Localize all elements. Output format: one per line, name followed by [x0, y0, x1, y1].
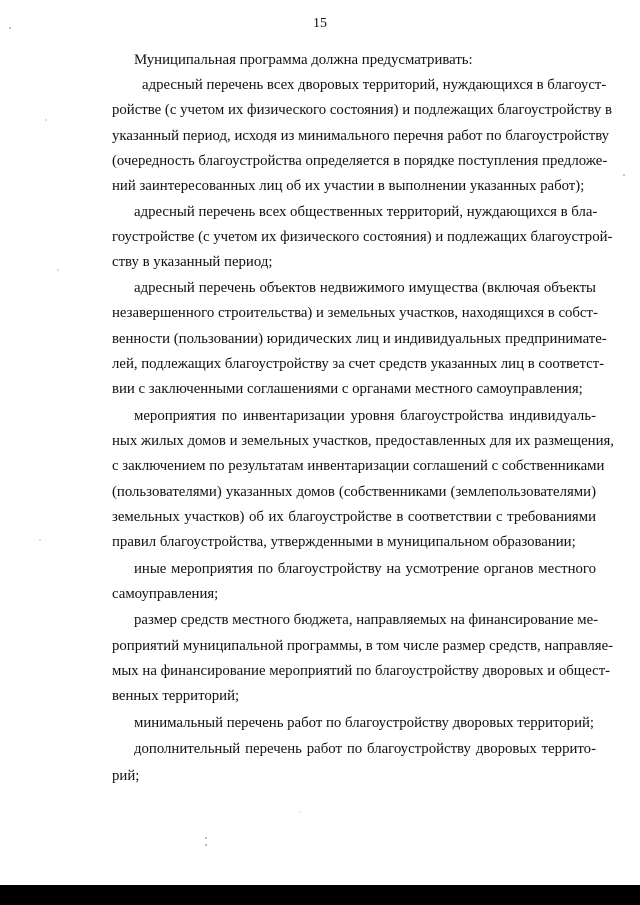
paragraph-line: мероприятия по инвентаризации уровня благоустройства индивидуаль-	[134, 408, 596, 424]
paragraph-line: (очередность благоустройства определяется в порядке поступления предложе-	[112, 153, 608, 169]
paragraph-line: земельных участков) об их благоустройстве в соответствии с требованиями	[112, 509, 596, 525]
paragraph-line: венности (пользовании) юридических лиц и индивидуальных предпринимате-	[112, 331, 607, 347]
paragraph-line: иные мероприятия по благоустройству на усмотрение органов местного	[134, 561, 596, 577]
paragraph-line: венных территорий;	[112, 688, 240, 704]
paragraph-line: дополнительный перечень работ по благоустройству дворовых террито-	[134, 741, 596, 757]
paragraph-line: ных жилых домов и земельных участков, предоставленных для их размещения,	[112, 433, 614, 449]
paragraph-line: ний заинтересованных лиц об их участии в выполнении указанных работ);	[112, 178, 585, 194]
paragraph-line: ству в указанный период;	[112, 254, 273, 270]
intro-line: Муниципальная программа должна предусматривать:	[134, 52, 473, 68]
paragraph-line: размер средств местного бюджета, направляемых на финансирование ме-	[134, 612, 599, 628]
page-number: 15	[313, 16, 327, 31]
paragraph-line: рий;	[112, 768, 140, 784]
paragraph-line: минимальный перечень работ по благоустройству дворовых территорий;	[134, 715, 595, 731]
paragraph-line: адресный перечень всех дворовых территорий, нуждающихся в благоуст-	[142, 77, 607, 93]
paragraph-line: адресный перечень всех общественных территорий, нуждающихся в бла-	[134, 204, 598, 220]
paragraph-line: (пользователями) указанных домов (собственниками (землепользователями)	[112, 484, 596, 500]
paragraph-line: ройстве (с учетом их физического состояния) и подлежащих благоустройству в	[112, 102, 612, 118]
paragraph-line: указанный период, исходя из минимального перечня работ по благоустройству	[112, 128, 610, 144]
paragraph-line: мых на финансирование мероприятий по благоустройству дворовых и общест-	[112, 663, 611, 679]
paragraph-line: адресный перечень объектов недвижимого имущества (включая объекты	[134, 280, 596, 296]
paragraph-line: роприятий муниципальной программы, в том числе размер средств, направляе-	[112, 638, 614, 654]
paragraph-line: с заключением по результатам инвентаризации соглашений с собственниками	[112, 458, 605, 474]
paragraph-line: правил благоустройства, утвержденными в муниципальном образовании;	[112, 534, 576, 550]
paragraph-line: самоуправления;	[112, 586, 219, 602]
paragraph-line: незавершенного строительства) и земельных участков, находящихся в собст-	[112, 305, 598, 321]
paragraph-line: гоустройстве (с учетом их физического состояния) и подлежащих благоустрой-	[112, 229, 613, 245]
paragraph-line: вии с заключенными соглашениями с органами местного самоуправления;	[112, 381, 583, 397]
paragraph-line: лей, подлежащих благоустройству за счет средств указанных лиц в соответст-	[112, 356, 605, 372]
scan-border-bar	[0, 885, 640, 905]
